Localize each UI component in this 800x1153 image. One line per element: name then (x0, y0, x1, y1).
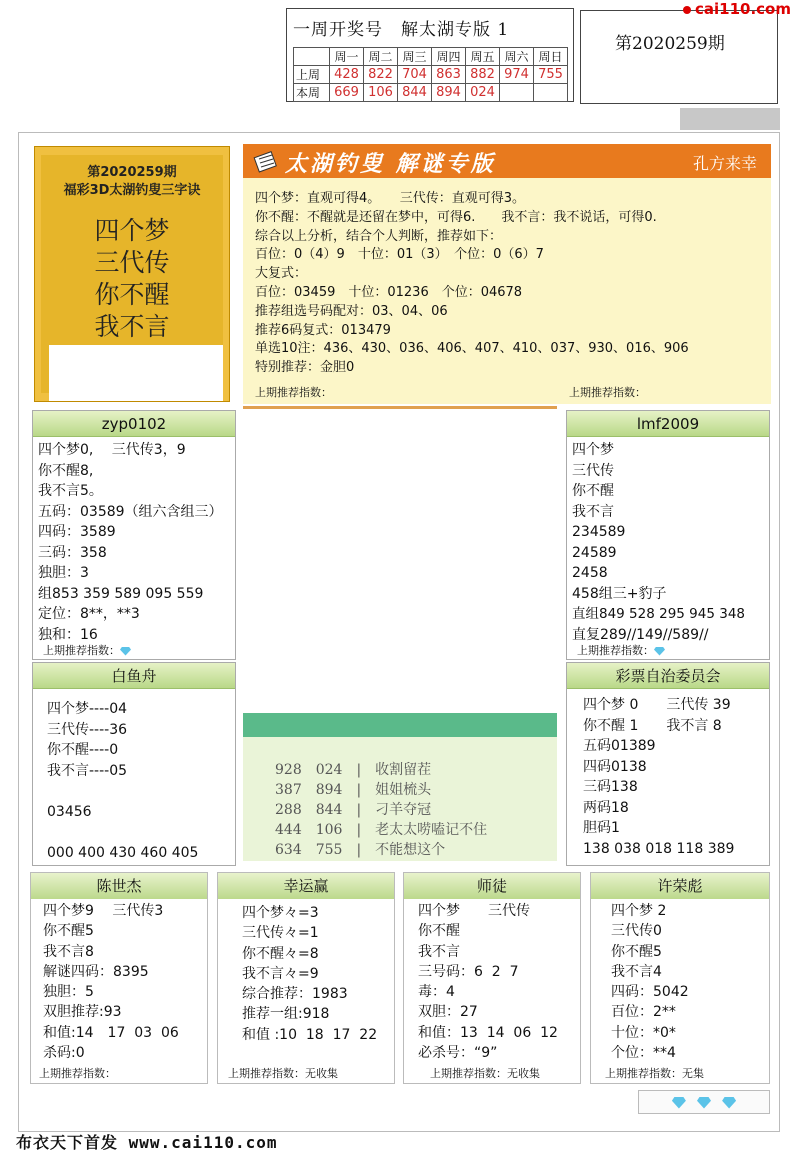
tip-line: 五码：03589（组六含组三） (38, 503, 223, 520)
row-label: 上周 (294, 66, 330, 84)
recommend-index: 上期推荐指数：无收集 (228, 1067, 338, 1080)
expert-box-shitu (403, 872, 581, 1084)
draw-number: 974 (500, 66, 534, 84)
tip-line: 四个梦9 三代传3 (43, 903, 164, 919)
tip-line: 毒：4 (418, 984, 455, 1001)
tip-line: 四个梦0, 三代传3，9 (38, 442, 186, 458)
weekly-draw-title: 一周开奖号 解太湖专版 1 (293, 20, 510, 40)
tip-line: 03456 (47, 803, 92, 820)
tip-line: 我不言々=9 (242, 965, 319, 982)
table-header-row (294, 48, 568, 66)
draw-number: 024 (466, 84, 500, 102)
tip-line: 你不醒8, (38, 462, 94, 479)
expert-name: lmf2009 (567, 411, 769, 437)
recommend-index-left: 上期推荐指数： (255, 386, 332, 399)
analysis-line: 单选10注：436、430、036、406、407、410、037、930、016、906 (255, 341, 689, 357)
tip-line: 综合推荐：1983 (242, 986, 348, 1003)
tip-line: 四码：3589 (38, 524, 116, 540)
analysis-line: 综合以上分析，结合个人判断，推荐如下： (255, 228, 503, 244)
day-header: 周日 (534, 48, 568, 66)
expert-name: 白鱼舟 (33, 663, 235, 689)
tip-line: 组853 359 589 095 559 (38, 585, 204, 602)
expert-name: 彩票自治委员会 (567, 663, 769, 689)
expert-name: 师徒 (404, 873, 580, 899)
tip-line: 三代传0 (611, 923, 662, 940)
analysis-panel (243, 178, 771, 404)
tip-line: 三代传----36 (47, 721, 128, 738)
day-header: 周六 (500, 48, 534, 66)
draw-number: 106 (364, 84, 398, 102)
riddle-word: 你不醒 (94, 280, 170, 309)
day-header: 周五 (466, 48, 500, 66)
expert-box-baiyuzhou (32, 662, 236, 866)
tip-line: 四个梦 (572, 442, 614, 458)
list-item: 288 844 | 刁羊夺冠 (275, 802, 432, 818)
notebook-icon (253, 148, 279, 174)
diamond-icon (697, 1097, 711, 1109)
tip-line: 杀码:0 (43, 1045, 85, 1062)
day-header: 周三 (398, 48, 432, 66)
draw-number: 704 (398, 66, 432, 84)
tip-line: 四个梦 三代传 (418, 903, 530, 919)
tip-line: 独和：16 (38, 626, 98, 643)
footer-credit: 布衣天下首发 www.cai110.com (16, 1133, 278, 1152)
tip-line: 我不言 (418, 943, 460, 960)
tip-line: 四码：5042 (611, 984, 689, 1001)
draw-number: 755 (534, 66, 568, 84)
weekly-draw-table (293, 47, 568, 102)
list-item: 928 024 | 收割留茬 (275, 762, 432, 778)
expert-box-xingyunying (217, 872, 395, 1084)
tip-line: 我不言5。 (38, 483, 103, 499)
expert-name: 许荣彪 (591, 873, 769, 899)
tip-line: 24589 (572, 544, 617, 561)
riddle-word: 四个梦 (94, 216, 170, 245)
tip-line: 000 400 430 460 405 (47, 844, 199, 861)
draw-number: 669 (330, 84, 364, 102)
tip-line: 两码18 (583, 799, 629, 816)
period-box (580, 10, 778, 104)
expert-name: 陈世杰 (31, 873, 207, 899)
tip-line: 三代传々=1 (242, 925, 319, 942)
tip-line: 458组三+豹子 (572, 585, 667, 602)
list-item: 387 894 | 姐姐梳头 (275, 782, 432, 798)
diamond-icon (654, 647, 665, 656)
tip-line: 三代传 (572, 462, 614, 479)
tip-line: 三码：358 (38, 544, 107, 561)
table-row (294, 84, 568, 102)
rating-diamonds (638, 1090, 770, 1114)
history-riddle-list (243, 737, 557, 861)
tip-line: 你不醒 (572, 483, 614, 499)
tip-line: 四个梦々=3 (242, 905, 319, 921)
day-header: 周二 (364, 48, 398, 66)
analysis-line: 推荐6码复式：013479 (255, 322, 391, 338)
day-header: 周四 (432, 48, 466, 66)
tip-line: 我不言----05 (47, 762, 128, 779)
tip-line: 138 038 018 118 389 (583, 840, 735, 857)
draw-number: 894 (432, 84, 466, 102)
tip-line (47, 822, 235, 843)
tip-line: 五码01389 (583, 738, 656, 754)
site-name: cai110.com (695, 0, 791, 18)
analysis-line: 特别推荐：金胆0 (255, 360, 355, 376)
tip-line: 直组849 528 295 945 348 (572, 606, 746, 622)
banner-author: 孔方来幸 (692, 154, 757, 173)
draw-number: 822 (364, 66, 398, 84)
tip-line: 我不言 (572, 503, 614, 520)
tip-line: 2458 (572, 565, 608, 581)
panel-period: 第2020259期 (87, 165, 177, 180)
tip-line: 三码138 (583, 779, 638, 795)
expert-box-chenshijie (30, 872, 208, 1084)
tip-line: 十位：*0* (611, 1024, 676, 1041)
three-word-panel (34, 146, 230, 402)
tip-line: 你不醒5 (43, 923, 94, 940)
expert-box-zyp0102 (32, 410, 236, 660)
site-logo[interactable] (683, 0, 791, 18)
tip-line: 独胆：3 (38, 565, 89, 581)
recommend-index: 上期推荐指数：无集 (605, 1067, 704, 1080)
expert-box-caipiao-committee (566, 662, 770, 866)
draw-number: 844 (398, 84, 432, 102)
table-row (294, 66, 568, 84)
analysis-lines (255, 190, 689, 378)
tip-line: 234589 (572, 524, 626, 540)
analysis-line: 你不醒：不醒就是还留在梦中，可得6. 我不言：我不说话，可得0. (255, 209, 657, 225)
tip-line: 百位：2** (611, 1004, 676, 1021)
tip-line: 四个梦 2 (611, 903, 667, 919)
recommend-index-right: 上期推荐指数： (569, 386, 646, 399)
diamond-icon (120, 647, 131, 656)
tip-line: 和值：13 14 06 12 (418, 1024, 558, 1041)
tip-line: 我不言4 (611, 963, 662, 980)
expert-box-lmf2009 (566, 410, 770, 660)
tip-line: 和值:14 17 03 06 (43, 1024, 179, 1041)
tip-line: 我不言8 (43, 943, 94, 960)
tip-line: 你不醒々=8 (242, 945, 319, 962)
tip-line: 双胆：27 (418, 1004, 478, 1021)
tip-line: 和值 :10 18 17 22 (242, 1026, 378, 1043)
tip-line: 双胆推荐:93 (43, 1004, 122, 1021)
blank-area (49, 345, 223, 401)
draw-number: 882 (466, 66, 500, 84)
tip-line: 你不醒5 (611, 943, 662, 960)
analysis-line: 四个梦：直观可得4。 三代传：直观可得3。 (255, 191, 526, 206)
analysis-line: 百位：03459 十位：01236 个位：04678 (255, 284, 523, 300)
tip-line: 定位：8**，**3 (38, 606, 140, 622)
recommend-index: 上期推荐指数： (577, 644, 654, 657)
analysis-line: 推荐组选号码配对：03、04、06 (255, 303, 448, 319)
tip-line: 四码0138 (583, 758, 647, 775)
tip-line: 解谜四码：8395 (43, 963, 149, 980)
logo-dot-icon (683, 6, 691, 14)
analysis-line: 大复式： (255, 266, 308, 282)
tip-line: 必杀号：“9” (418, 1045, 498, 1062)
analysis-line: 百位：0（4）9 十位：01（3） 个位：0（6）7 (255, 247, 544, 263)
expert-name: 幸运赢 (218, 873, 394, 899)
tip-line: 你不醒 1 我不言 8 (583, 717, 722, 734)
draw-number (500, 84, 534, 102)
tip-line (47, 781, 235, 802)
panel-subtitle: 福彩3D太湖钓叟三字诀 (63, 183, 201, 198)
diamond-icon (722, 1097, 736, 1109)
tip-line: 推荐一组:918 (242, 1006, 330, 1023)
tip-line: 三号码：6 2 7 (418, 963, 519, 980)
list-item: 444 106 | 老太太唠嗑记不住 (275, 822, 488, 838)
special-banner (243, 144, 771, 178)
expert-box-xurongbiao (590, 872, 770, 1084)
tip-line: 个位：**4 (611, 1045, 676, 1062)
recommend-index: 上期推荐指数： (39, 1067, 116, 1080)
draw-number: 428 (330, 66, 364, 84)
riddle-word: 三代传 (94, 248, 170, 277)
gray-bar (680, 108, 780, 130)
tip-line: 四个梦 0 三代传 39 (583, 697, 731, 713)
tip-line: 四个梦----04 (47, 701, 128, 717)
riddle-word: 我不言 (94, 312, 170, 341)
recommend-index: 上期推荐指数： (43, 644, 120, 657)
tip-line: 胆码1 (583, 820, 620, 836)
day-header: 周一 (330, 48, 364, 66)
period-label: 第2020259期 (615, 34, 725, 54)
tip-line: 你不醒----0 (47, 742, 119, 758)
diamond-icon (672, 1097, 686, 1109)
draw-number (534, 84, 568, 102)
divider (243, 406, 557, 409)
recommend-index: 上期推荐指数：无收集 (430, 1067, 540, 1080)
list-item: 634 755 | 不能想这个 (275, 842, 446, 858)
weekly-draw-box (286, 8, 574, 102)
tip-line: 独胆：5 (43, 984, 94, 1001)
draw-number: 863 (432, 66, 466, 84)
row-label: 本周 (294, 84, 330, 102)
tip-line: 你不醒 (418, 923, 460, 940)
middle-green-bar (243, 713, 557, 737)
banner-title: 太湖钓叟 解谜专版 (285, 152, 496, 177)
expert-name: zyp0102 (33, 411, 235, 437)
tip-line: 直复289//149//589// (572, 626, 709, 643)
